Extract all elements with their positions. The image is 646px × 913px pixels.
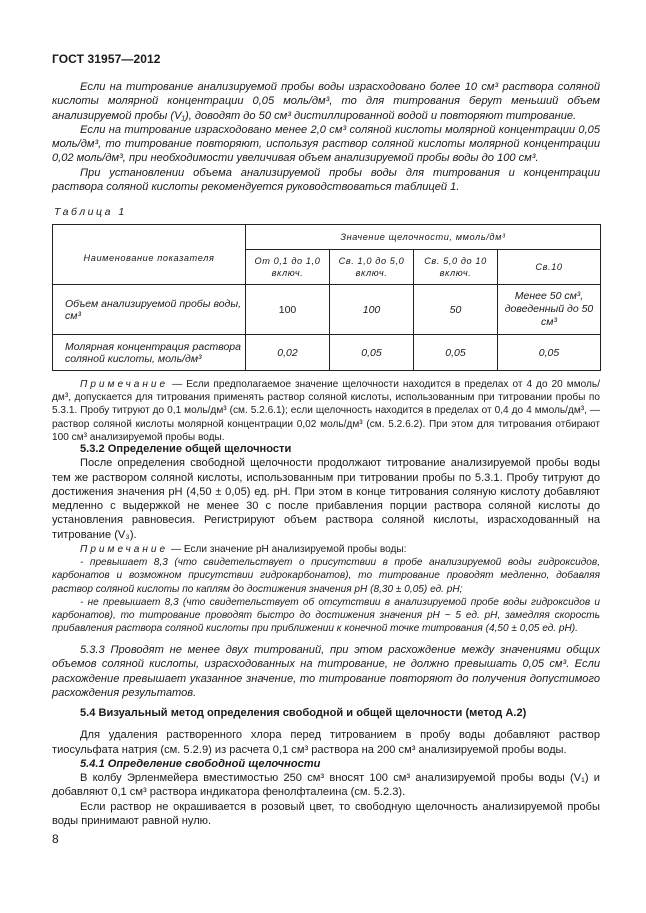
alkalinity-table bbox=[52, 224, 601, 371]
table-cell: 0,05 bbox=[498, 335, 601, 371]
table-cell: 100 bbox=[246, 285, 330, 335]
note-label: Примечание bbox=[80, 379, 169, 390]
intro-paragraph-3: При установлении объема анализируемой пробы воды для титрования и концентрации раствора соляной кислоты рекомендуется руководствоваться таблицей 1. bbox=[52, 166, 600, 194]
table-column-header: Св.10 bbox=[498, 250, 601, 285]
section-5-4 bbox=[52, 706, 600, 828]
table-cell: 0,02 bbox=[246, 335, 330, 371]
table-cell: 50 bbox=[414, 285, 498, 335]
section-paragraph: В колбу Эрленмейера вместимостью 250 см³ вносят 100 см³ анализируемой пробы воды (V₁) и добавляют 0,1 см³ раствора индикатора фенолфталеина (см. 5.2.3). bbox=[52, 772, 600, 799]
note-label: Примечание bbox=[80, 544, 169, 555]
section-paragraph: После определения свободной щелочности продолжают титрование анализируемой пробы воды тем же раствором соляной кислоты, использованным при титровании пробы по 5.3.1. Пробу титруют до достижения значения pH (4,50 ± 0,05) ед. pH. При этом в конце титрования соляную кислоту добавляют медленно с выдержкой не менее 30 с после прибавления порции раствора соляной кислоты до установления равновесия. Регистрируют объем раствора соляной кислоты, израсходованный на титрование (V₃). bbox=[52, 457, 600, 541]
note-1 bbox=[52, 378, 600, 444]
note-intro: — Если значение pH анализируемой пробы воды: bbox=[168, 544, 407, 555]
section-paragraph: Для удаления растворенного хлора перед титрованием в пробу воды добавляют раствор тиосульфата натрия (см. 5.2.9) из расчета 0,1 см³ раствора на 200 см³ анализируемой пробы воды. bbox=[52, 729, 600, 756]
table-header-group: Значение щелочности, ммоль/дм³ bbox=[246, 225, 601, 250]
section-title: 5.4 Визуальный метод определения свободной и общей щелочности (метод А.2) bbox=[80, 707, 527, 719]
table-cell: 100 bbox=[330, 285, 414, 335]
table-row bbox=[53, 335, 601, 371]
note-2 bbox=[52, 543, 600, 635]
table-cell: 0,05 bbox=[330, 335, 414, 371]
table-header-name: Наименование показателя bbox=[53, 225, 246, 285]
note-item: - превышает 8,3 (что свидетельствует о присутствии в пробе анализируемой воды гидроксидов, карбонатов и возможном присутствии гидрокарбонатов), то титрование проводят медленно, добавляя раствор соляной кислоты по каплям до достижения значения pH (8,30 ± 0,05) ед. pH; bbox=[52, 557, 600, 595]
table-row bbox=[53, 285, 601, 335]
intro-paragraph-2: Если на титрование израсходовано менее 2,0 см³ соляной кислоты молярной концентрации 0,05 моль/дм³, то титрование повторяют, используя раствор соляной кислоты молярной концентрации 0,02 моль/дм³, при необходимости увеличивая объем анализируемой пробы воды до 100 см³. bbox=[52, 123, 600, 165]
table-column-header: От 0,1 до 1,0 включ. bbox=[246, 250, 330, 285]
table-row-label: Объем анализируемой пробы воды, см³ bbox=[53, 285, 246, 335]
document-header: ГОСТ 31957—2012 bbox=[52, 52, 161, 66]
page-number: 8 bbox=[52, 832, 59, 846]
note-text: — Если предполагаемое значение щелочности находится в пределах от 4 до 20 ммоль/дм³, допускается для титрования применять раствор соляной кислоты, использованным при титровании пробы по 5.3.1. Пробу титруют до 0,1 моль/дм³ (см. 5.2.6.1); если щелочность находится в пределах от 0,4 до 4 ммоль/дм³, — раствор соляной кислоты молярной концентрации 0,02 моль/дм³ (см. 5.2.6.2). При этом для титрования отбирают 100 см³ анализируемой пробы воды. bbox=[52, 379, 600, 443]
table-column-header: Св. 1,0 до 5,0 включ. bbox=[330, 250, 414, 285]
section-paragraph: Если раствор не окрашивается в розовый цвет, то свободную щелочность анализируемой пробы воды принимают равной нулю. bbox=[52, 800, 600, 828]
table-label: Таблица 1 bbox=[54, 206, 127, 218]
section-5-3-2 bbox=[52, 442, 600, 542]
intro-paragraph-1: Если на титрование анализируемой пробы воды израсходовано более 10 см³ раствора соляной кислоты молярной концентрации 0,05 моль/дм³, то для титрования берут меньший объем анализируемой пробы (V₁), доводят до 50 см³ дистиллированной водой и повторяют титрование. bbox=[52, 81, 600, 122]
section-title: 5.4.1 Определение свободной щелочности bbox=[80, 757, 321, 770]
table-column-header: Св. 5,0 до 10 включ. bbox=[414, 250, 498, 285]
table-row-label: Молярная концентрация раствора соляной кислоты, моль/дм³ bbox=[53, 335, 246, 371]
section-paragraph: 5.3.3 Проводят не менее двух титрований, при этом расхождение между значениями общих объемов соляной кислоты, израсходованных на титрование, не должно превышать 0,05 см³. Если расхождение превышает указанное значение, то титрование повторяют до получения допустимого расхождения результатов. bbox=[52, 644, 600, 699]
table-cell: Менее 50 см³, доведенный до 50 см³ bbox=[498, 285, 601, 335]
intro-section bbox=[52, 80, 600, 194]
section-title: 5.3.2 Определение общей щелочности bbox=[80, 443, 292, 455]
note-item: - не превышает 8,3 (что свидетельствует об отсутствии в анализируемой пробе воды гидроксидов и карбонатов), то титрование проводят быстро до достижения значения pH ~ 5 ед. pH, замедляя скорость прибавления раствора соляной кислоты при приближении к конечной точке титрования (4,50 ± 0,05 ед. pH). bbox=[52, 596, 600, 635]
section-5-3-3 bbox=[52, 643, 600, 700]
table-cell: 0,05 bbox=[414, 335, 498, 371]
